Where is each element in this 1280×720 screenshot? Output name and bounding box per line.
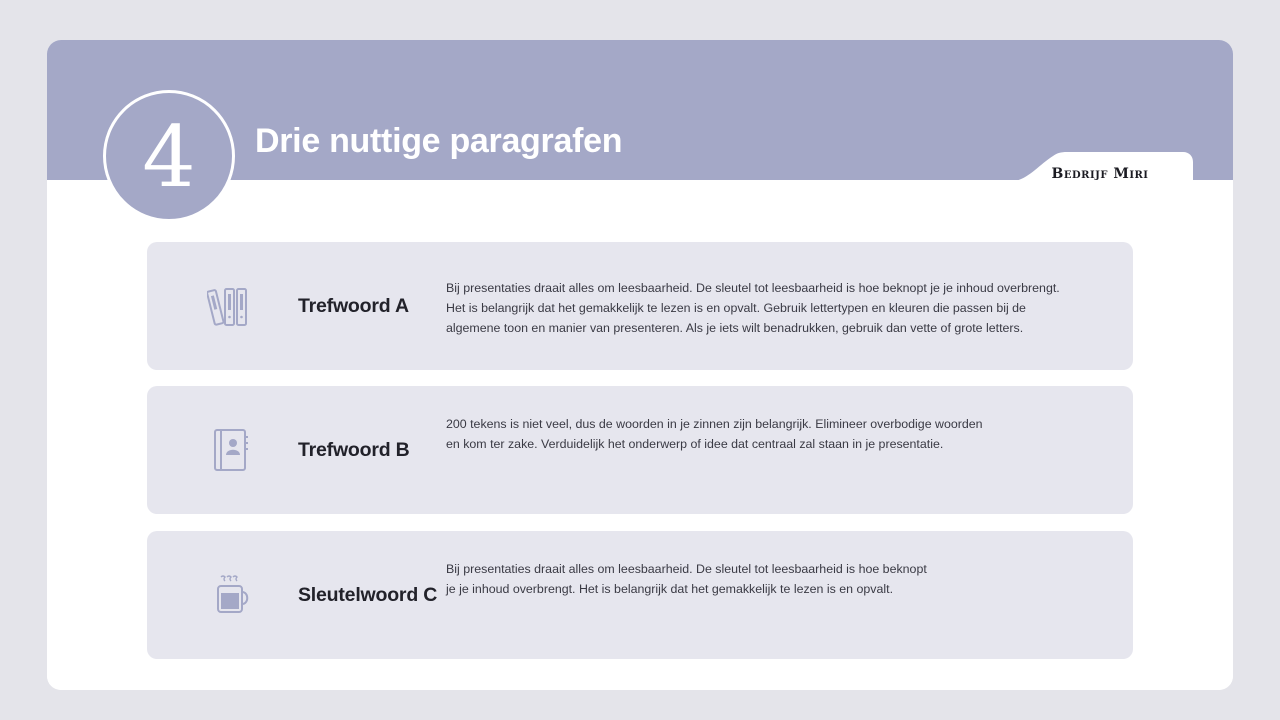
page-title: Drie nuttige paragrafen bbox=[255, 122, 623, 160]
paragraph-row-a bbox=[147, 242, 1133, 370]
paragraph-a bbox=[446, 278, 1060, 338]
keyword-c: Sleutelwoord C bbox=[298, 584, 438, 606]
section-number-badge bbox=[103, 90, 235, 222]
binders-icon bbox=[207, 284, 257, 330]
brand-label: Bedrijf Miri bbox=[1051, 166, 1149, 182]
paragraph-line: 200 tekens is niet veel, dus de woorden in je zinnen zijn belangrijk. Elimineer overbodige woorden bbox=[446, 417, 983, 431]
paragraph-line: Bij presentaties draait alles om leesbaarheid. De sleutel tot leesbaarheid is hoe beknopt je je inhoud overbrengt. bbox=[446, 281, 1060, 295]
hot-mug-icon bbox=[207, 571, 257, 617]
paragraph-line: en kom ter zake. Verduidelijk het onderwerp of idee dat centraal zal staan in je presentatie. bbox=[446, 437, 944, 451]
paragraph-line: Bij presentaties draait alles om leesbaarheid. De sleutel tot leesbaarheid is hoe beknopt bbox=[446, 562, 927, 576]
paragraph-line: Het is belangrijk dat het gemakkelijk te lezen is en opvalt. Gebruik lettertypen en kleuren die passen bij de bbox=[446, 301, 1026, 315]
section-number: 4 bbox=[142, 108, 196, 206]
paragraph-c bbox=[446, 559, 927, 599]
paragraph-row-c bbox=[147, 531, 1133, 659]
paragraph-row-b bbox=[147, 386, 1133, 514]
keyword-a: Trefwoord A bbox=[298, 295, 409, 317]
brand-tab bbox=[1007, 152, 1193, 192]
paragraph-line: algemene toon en manier van presenteren. Als je iets wilt benadrukken, gebruik dan vette of grote letters. bbox=[446, 321, 1024, 335]
contact-book-icon bbox=[207, 426, 257, 472]
paragraph-line: je je inhoud overbrengt. Het is belangrijk dat het gemakkelijk te lezen is en opvalt. bbox=[446, 582, 894, 596]
slide bbox=[47, 40, 1233, 690]
keyword-b: Trefwoord B bbox=[298, 439, 410, 461]
paragraph-b bbox=[446, 414, 983, 454]
